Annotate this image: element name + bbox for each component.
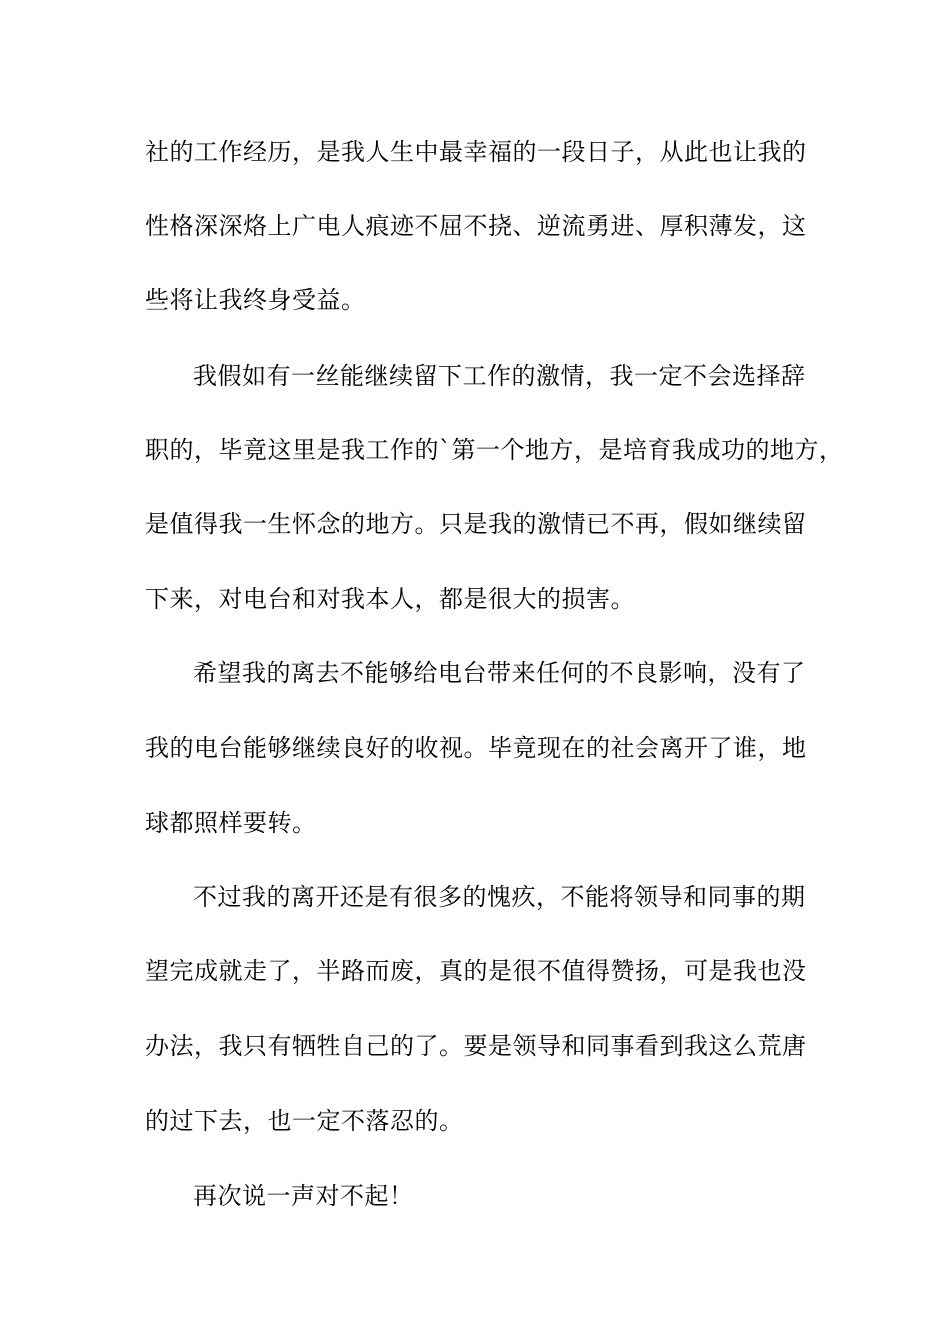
text-line: 些将让我终身受益。 [145,286,366,314]
paragraph-first-line: 不过我的离开还是有很多的愧疚，不能将领导和同事的期 [193,883,806,911]
paragraph-first-line: 再次说一声对不起！ [193,1182,414,1210]
text-line: 社的工作经历，是我人生中最幸福的一段日子，从此也让我的 [145,138,807,166]
text-line: 办法，我只有牺牲自己的了。要是领导和同事看到我这么荒唐 [145,1032,807,1060]
text-line: 下来，对电台和对我本人，都是很大的损害。 [145,585,635,613]
paragraph-first-line: 我假如有一丝能继续留下工作的激情，我一定不会选择辞 [193,362,806,390]
text-line: 性格深深烙上广电人痕迹不屈不挠、逆流勇进、厚积薄发，这 [145,212,807,240]
text-line: 望完成就走了，半路而废，真的是很不值得赞扬，可是我也没 [145,957,807,985]
text-line: 球都照样要转。 [145,809,317,837]
text-line: 是值得我一生怀念的地方。只是我的激情已不再，假如继续留 [145,510,807,538]
text-line: 职的，毕竟这里是我工作的`第一个地方，是培育我成功的地方， [145,436,844,464]
paragraph-first-line: 希望我的离去不能够给电台带来任何的不良影响，没有了 [193,659,806,687]
text-line: 我的电台能够继续良好的收视。毕竟现在的社会离开了谁，地 [145,734,807,762]
text-line: 的过下去，也一定不落忍的。 [145,1107,464,1135]
